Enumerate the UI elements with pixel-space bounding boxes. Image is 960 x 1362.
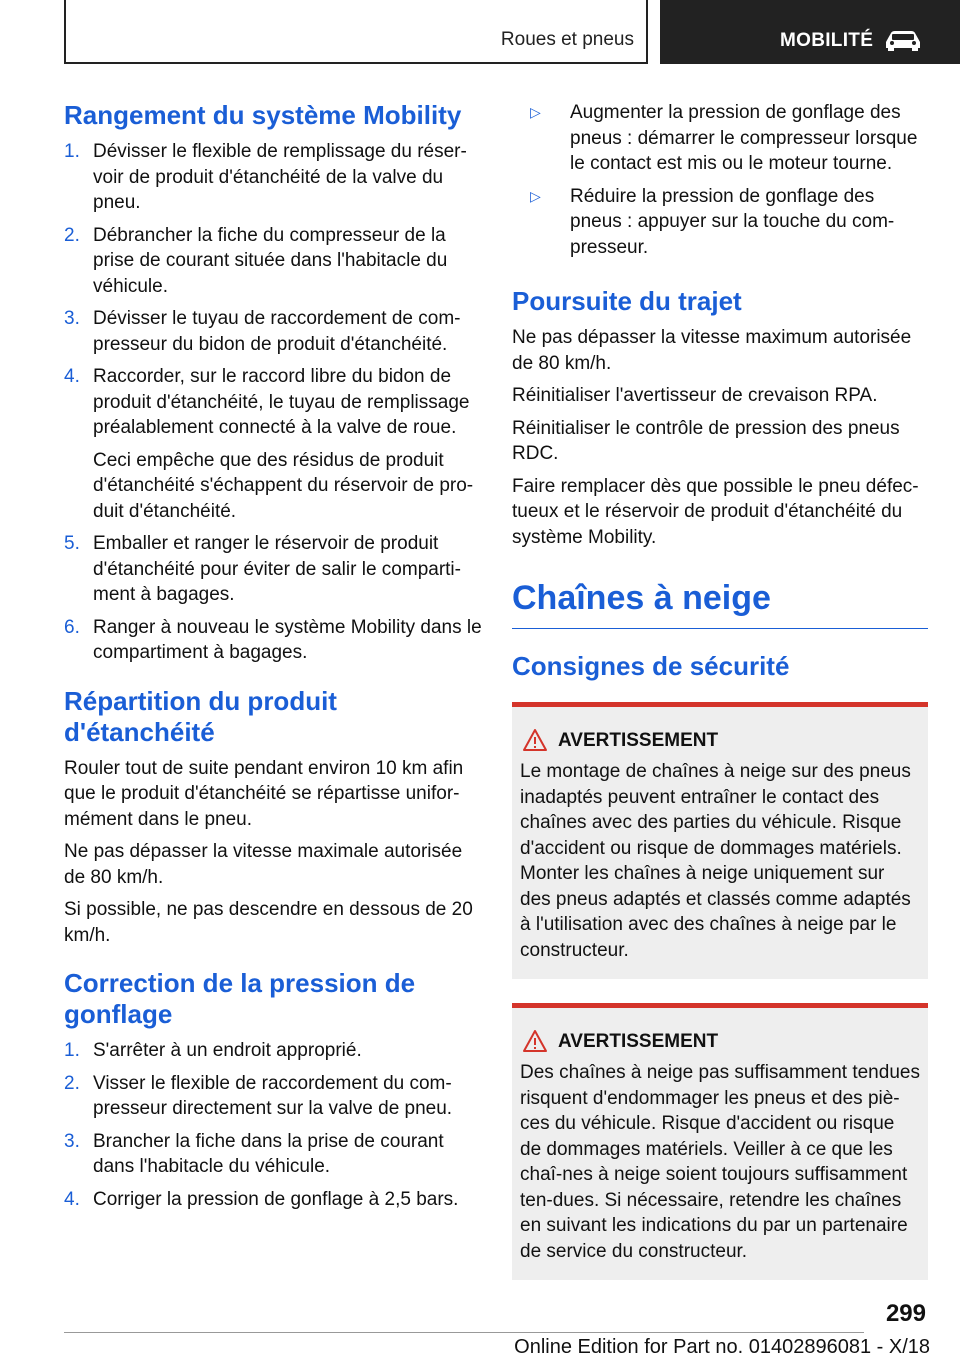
list-item: ▷ Réduire la pression de gonflage des pneus : appuyer sur la touche du com-presseur. [530, 185, 895, 258]
warning-label: AVERTISSEMENT [558, 1031, 719, 1052]
list-item: 3. Brancher la fiche dans la prise de courant dans l'habitacle du véhicule. [64, 1130, 444, 1177]
list-item-note: Ceci empêche que des résidus de produit d'étanchéité s'échappent du réservoir de pro-duit d'étanchéité. [93, 449, 474, 522]
header-chapter-label: MOBILITÉ [780, 30, 874, 51]
list-item: 2. Débrancher la fiche du compresseur de la prise de courant située dans l'habitacle du véhicule. [64, 224, 448, 297]
paragraph: Ne pas dépasser la vitesse maximale autorisée de 80 km/h. [64, 841, 463, 888]
header-section-tab [64, 0, 648, 64]
footer-divider [64, 1332, 864, 1333]
right-column [512, 100, 928, 1280]
paragraph: Si possible, ne pas descendre en dessous de 20 km/h. [64, 899, 473, 946]
list-item: 6. Ranger à nouveau le système Mobility dans le compartiment à bagages. [64, 616, 482, 663]
footer-edition: Online Edition for Part no. 01402896081 - X/18 [514, 1336, 930, 1358]
list-item: 2. Visser le flexible de raccordement du com-presseur directement sur la valve de pneu. [64, 1072, 453, 1119]
section-title-rangement: Rangement du système Mobility [64, 100, 462, 130]
chapter-title: Chaînes à neige [512, 578, 928, 629]
list-item: 1. Dévisser le flexible de remplissage du réser-voir de produit d'étanchéité de la valve du pneu. [64, 141, 467, 213]
section-title-repartition: Répartition du produit d'étanchéité [64, 685, 337, 747]
pressure-bullets [512, 100, 928, 260]
list-item: 4. Raccorder, sur le raccord libre du bidon de produit d'étanchéité, le tuyau de remplissage préalablement connecté à la valve de roue. Ceci empêche que des résidus de produit d'étanchéité s'échappent du réservoir de pro-duit d'étanchéité. [64, 364, 482, 524]
warning-text: Des chaînes à neige pas suffisamment tendues risquent d'endommager les pneus et des piè-ces du véhicule. Risque d'accident ou risque de dommages matériels. Veiller à ce que les chaî-nes à neige soient toujours suffisamment ten-dues. Si nécessaire, retendre les chaînes en suivant les indications du par un partenaire de service du constructeur. [520, 1062, 920, 1262]
paragraph: Rouler tout de suite pendant environ 10 km afin que le produit d'étanchéité se répartisse unifor-mément dans le pneu. [64, 757, 464, 830]
triangle-bullet-icon: ▷ [530, 104, 541, 120]
warning-box [512, 1003, 928, 1280]
warning-triangle-icon [522, 728, 548, 752]
section-title-consignes: Consignes de sécurité [512, 651, 790, 681]
section-title-poursuite: Poursuite du trajet [512, 286, 742, 316]
list-item: 3. Dévisser le tuyau de raccordement de com-presseur du bidon de produit d'étanchéité. [64, 308, 461, 355]
triangle-bullet-icon: ▷ [530, 187, 541, 204]
page-number: 299 [885, 1300, 926, 1327]
header-section-label: Roues et pneus [500, 29, 634, 50]
list-item: 4. Corriger la pression de gonflage à 2,5 bars. [64, 1188, 459, 1210]
list-item: 5. Emballer et ranger le réservoir de produit d'étanchéité pour éviter de salir le comparti-ment à bagages. [64, 533, 461, 605]
list-item: ▷ Augmenter la pression de gonflage des pneus : démarrer le compresseur lorsque le contact est mis ou le moteur tourne. [530, 102, 918, 174]
left-column [64, 100, 482, 1219]
steps-correction [64, 1038, 482, 1212]
warning-triangle-icon [522, 1029, 548, 1053]
section-title-correction: Correction de la pression de gonflage [64, 968, 416, 1029]
warning-label: AVERTISSEMENT [558, 730, 719, 751]
warning-box [512, 702, 928, 979]
paragraph: Faire remplacer dès que possible le pneu défec-tueux et le réservoir de produit d'étanchéité du système Mobility. [512, 475, 919, 548]
paragraph: Réinitialiser le contrôle de pression des pneus RDC. [512, 417, 900, 464]
header-chapter-tab [660, 0, 960, 64]
warning-text: Le montage de chaînes à neige sur des pneus inadaptés peuvent entraîner le contact des chaînes avec des parties du véhicule. Risque d'accident ou risque de dommages matériels. Monter les chaînes à neige uniquement sur des pneus adaptés et classés comme adaptés à l'utilisation avec des chaînes à neige par le constructeur. [520, 761, 911, 961]
paragraph: Ne pas dépasser la vitesse maximum autorisée de 80 km/h. [512, 327, 912, 374]
car-icon [882, 28, 924, 52]
list-item: 1. S'arrêter à un endroit approprié. [64, 1040, 362, 1061]
paragraph: Réinitialiser l'avertisseur de crevaison RPA. [512, 385, 878, 406]
steps-rangement [64, 139, 482, 666]
